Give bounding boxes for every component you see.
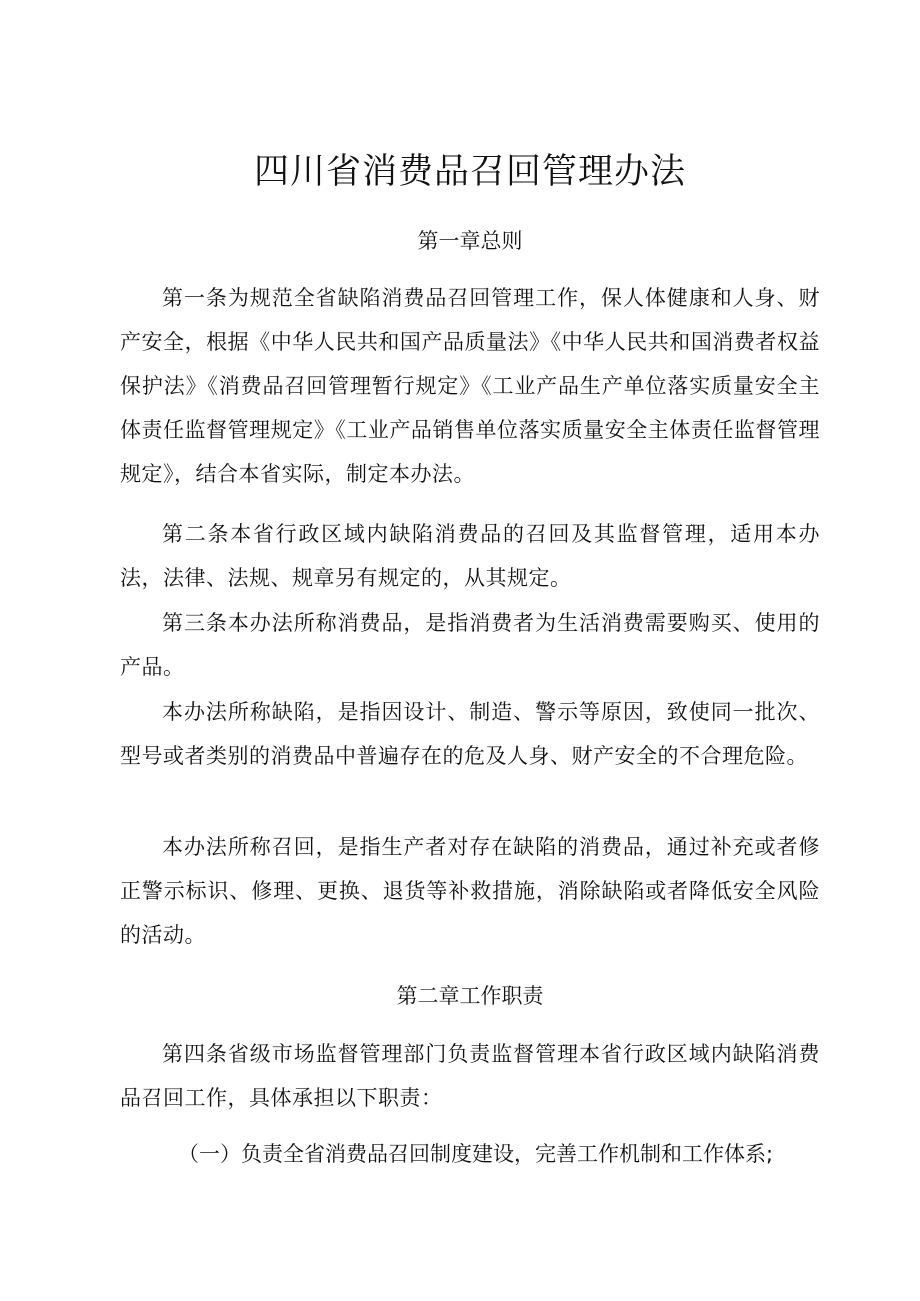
article-3-recall-definition: 本办法所称召回，是指生产者对存在缺陷的消费品，通过补充或者修正警示标识、修理、更换、退货等补救措施，消除缺陷或者降低安全风险的活动。 <box>120 835 820 947</box>
article-1: 第一条为规范全省缺陷消费品召回管理工作，保人体健康和人身、财产安全，根据《中华人民共和国产品质量法》《中华人民共和国消费者权益保护法》《消费品召回管理暂行规定》《工业产品生产单位落实质量安全主体责任监督管理规定》《工业产品销售单位落实质量安全主体责任监督管理规定》，结合本省实际，制定本办法。 <box>120 286 820 486</box>
article-2: 第二条本省行政区域内缺陷消费品的召回及其监督管理，适用本办法，法律、法规、规章另有规定的，从其规定。 <box>120 522 820 590</box>
chapter-heading-2: 第二章工作职责 <box>396 984 544 1008</box>
article-4: 第四条省级市场监督管理部门负责监督管理本省行政区域内缺陷消费品召回工作，具体承担以下职责： <box>120 1042 820 1110</box>
article-4-item-1: （一）负责全省消费品召回制度建设，完善工作机制和工作体系; <box>178 1142 774 1166</box>
chapter-heading-1: 第一章总则 <box>417 229 523 253</box>
article-3: 第三条本办法所称消费品，是指消费者为生活消费需要购买、使用的产品。 <box>120 611 820 679</box>
article-3-defect-definition: 本办法所称缺陷，是指因设计、制造、警示等原因，致使同一批次、型号或者类别的消费品中普遍存在的危及人身、财产安全的不合理危险。 <box>120 700 820 768</box>
document-title: 四川省消费品召回管理办法 <box>253 152 686 192</box>
